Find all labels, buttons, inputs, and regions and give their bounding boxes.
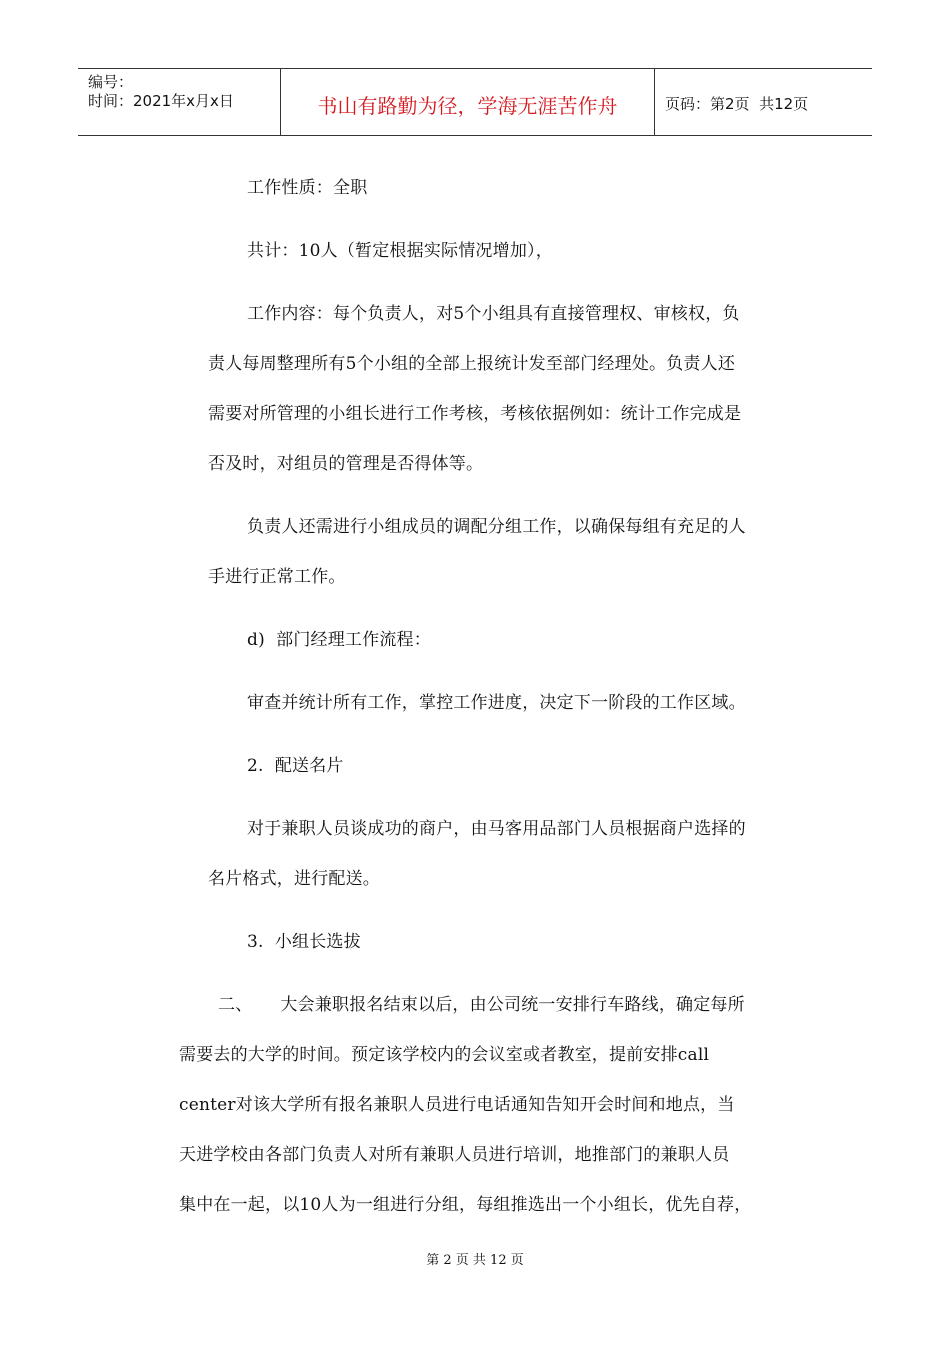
page-footer: 第 2 页 共 12 页 <box>426 1253 524 1268</box>
paragraph-line: 二、 大会兼职报名结束以后，由公司统一安排行车路线，确定每所 <box>218 995 745 1015</box>
paragraph-line: 天进学校由各部门负责人对所有兼职人员进行培训，地推部门的兼职人员 <box>179 1145 730 1165</box>
paragraph-line: 需要对所管理的小组长进行工作考核，考核依据例如：统计工作完成是 <box>208 404 742 424</box>
document-header <box>78 68 872 136</box>
paragraph-line: 手进行正常工作。 <box>208 567 346 587</box>
header-time-label: 时间：2021年x月x日 <box>88 92 234 110</box>
header-page-label: 页码：第2页 共12页 <box>665 94 809 113</box>
header-meta-cell <box>78 69 281 135</box>
paragraph-line: 工作性质：全职 <box>247 178 368 198</box>
paragraph-line: 责人每周整理所有5个小组的全部上报统计发至部门经理处。负责人还 <box>208 354 736 374</box>
header-page-cell <box>655 69 872 135</box>
paragraph-line: 共计：10人（暂定根据实际情况增加）， <box>247 241 553 261</box>
header-motto: 书山有路勤为径，学海无涯苦作舟 <box>281 69 655 135</box>
paragraph-line: 名片格式，进行配送。 <box>208 869 380 889</box>
paragraph-line: 集中在一起，以10人为一组进行分组，每组推选出一个小组长，优先自荐， <box>179 1195 752 1215</box>
paragraph-line: 负责人还需进行小组成员的调配分组工作，以确保每组有充足的人 <box>247 517 746 537</box>
section-heading: 2. 配送名片 <box>247 756 344 776</box>
paragraph-line: 需要去的大学的时间。预定该学校内的会议室或者教室，提前安排call <box>179 1045 710 1065</box>
section-heading: 3. 小组长选拔 <box>247 932 361 952</box>
paragraph-line: 工作内容：每个负责人，对5个小组具有直接管理权、审核权，负 <box>247 304 740 324</box>
section-heading: d) 部门经理工作流程： <box>247 630 431 650</box>
paragraph-line: center对该大学所有报名兼职人员进行电话通知告知开会时间和地点，当 <box>179 1095 735 1115</box>
paragraph-line: 否及时，对组员的管理是否得体等。 <box>208 454 484 474</box>
paragraph-line: 对于兼职人员谈成功的商户，由马客用品部门人员根据商户选择的 <box>247 819 746 839</box>
paragraph-line: 审查并统计所有工作，掌控工作进度，决定下一阶段的工作区域。 <box>247 693 746 713</box>
header-id-label: 编号： <box>88 73 134 91</box>
